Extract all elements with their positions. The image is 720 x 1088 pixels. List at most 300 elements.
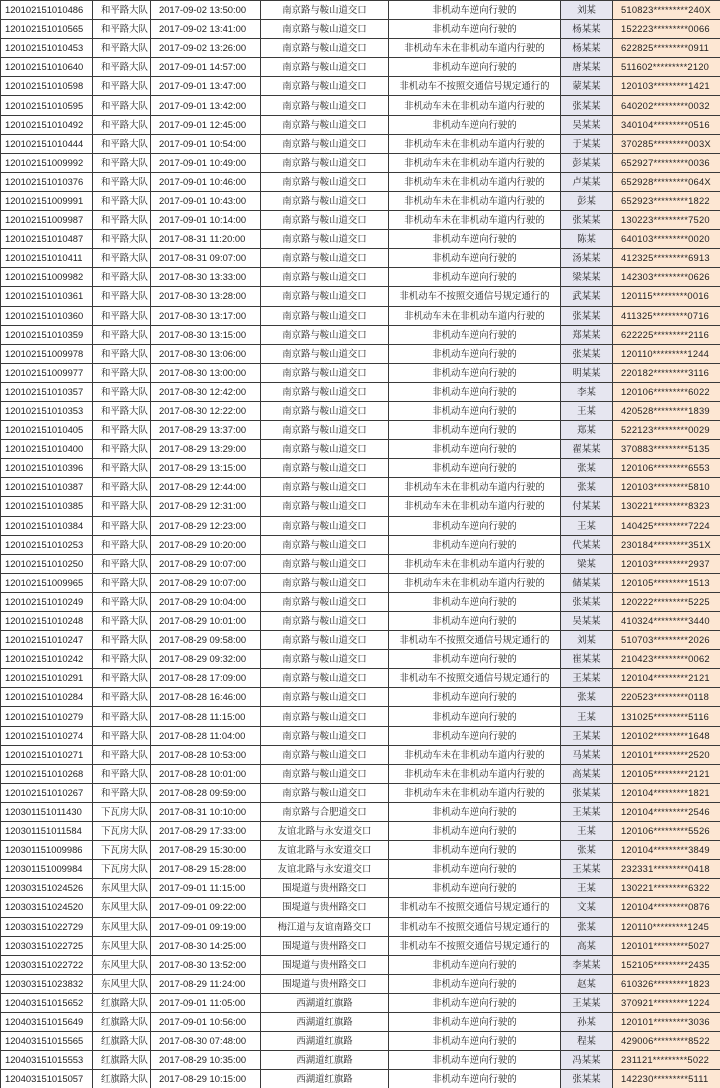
time-cell: 2017-08-30 13:17:00 [151, 306, 261, 325]
team-cell: 和平路大队 [93, 421, 151, 440]
table-row [1, 535, 720, 554]
team-cell: 和平路大队 [93, 688, 151, 707]
id-number-cell: 340104*********0516 [613, 115, 720, 134]
table-row [1, 1, 720, 20]
id-number-cell: 370285*********003X [613, 134, 720, 153]
name-cell: 彭某某 [561, 153, 613, 172]
name-cell: 张某 [561, 459, 613, 478]
team-cell: 和平路大队 [93, 172, 151, 191]
location-cell: 南京路与鞍山道交口 [261, 96, 389, 115]
id-number-cell: 120110*********1245 [613, 917, 720, 936]
violation-cell: 非机动车逆向行驶的 [389, 20, 561, 39]
name-cell: 唐某某 [561, 58, 613, 77]
record-number-cell: 120102151009978 [1, 344, 93, 363]
id-number-cell: 131025*********5116 [613, 707, 720, 726]
team-cell: 和平路大队 [93, 497, 151, 516]
record-number-cell: 120102151010247 [1, 631, 93, 650]
id-number-cell: 120103*********5810 [613, 478, 720, 497]
team-cell: 和平路大队 [93, 191, 151, 210]
id-number-cell: 120103*********1421 [613, 77, 720, 96]
id-number-cell: 640202*********0032 [613, 96, 720, 115]
table-row [1, 841, 720, 860]
name-cell: 孙某 [561, 1012, 613, 1031]
team-cell: 东风里大队 [93, 879, 151, 898]
record-number-cell: 120403151015553 [1, 1051, 93, 1070]
violation-cell: 非机动车逆向行驶的 [389, 382, 561, 401]
table-row [1, 669, 720, 688]
location-cell: 南京路与鞍山道交口 [261, 535, 389, 554]
location-cell: 南京路与鞍山道交口 [261, 459, 389, 478]
table-row [1, 382, 720, 401]
record-number-cell: 120102151010242 [1, 650, 93, 669]
name-cell: 张某某 [561, 344, 613, 363]
record-number-cell: 120102151009992 [1, 153, 93, 172]
location-cell: 围堤道与贵州路交口 [261, 898, 389, 917]
location-cell: 南京路与鞍山道交口 [261, 516, 389, 535]
violation-cell: 非机动车逆向行驶的 [389, 650, 561, 669]
id-number-cell: 120110*********1244 [613, 344, 720, 363]
time-cell: 2017-08-28 17:09:00 [151, 669, 261, 688]
record-number-cell: 120102151010387 [1, 478, 93, 497]
time-cell: 2017-08-28 10:53:00 [151, 745, 261, 764]
location-cell: 南京路与鞍山道交口 [261, 650, 389, 669]
record-number-cell: 120403151015652 [1, 993, 93, 1012]
record-number-cell: 120102151010492 [1, 115, 93, 134]
name-cell: 杨某某 [561, 39, 613, 58]
time-cell: 2017-09-01 11:05:00 [151, 993, 261, 1012]
table-row [1, 1070, 720, 1088]
name-cell: 马某某 [561, 745, 613, 764]
table-row [1, 421, 720, 440]
id-number-cell: 510703*********2026 [613, 631, 720, 650]
violation-cell: 非机动车逆向行驶的 [389, 802, 561, 821]
id-number-cell: 120106*********5526 [613, 822, 720, 841]
violation-cell: 非机动车未在非机动车道内行驶的 [389, 191, 561, 210]
table-row [1, 230, 720, 249]
violation-cell: 非机动车未在非机动车道内行驶的 [389, 211, 561, 230]
id-number-cell: 420528*********1839 [613, 401, 720, 420]
table-row [1, 650, 720, 669]
violation-cell: 非机动车逆向行驶的 [389, 459, 561, 478]
location-cell: 南京路与鞍山道交口 [261, 211, 389, 230]
name-cell: 高某 [561, 936, 613, 955]
table-row [1, 822, 720, 841]
time-cell: 2017-08-31 11:20:00 [151, 230, 261, 249]
location-cell: 南京路与鞍山道交口 [261, 573, 389, 592]
violation-cell: 非机动车逆向行驶的 [389, 325, 561, 344]
time-cell: 2017-09-01 10:49:00 [151, 153, 261, 172]
record-number-cell: 120301151009986 [1, 841, 93, 860]
id-number-cell: 510823*********240X [613, 1, 720, 20]
table-row [1, 745, 720, 764]
table-row [1, 573, 720, 592]
name-cell: 吴某某 [561, 115, 613, 134]
violation-cell: 非机动车未在非机动车道内行驶的 [389, 764, 561, 783]
time-cell: 2017-08-29 10:07:00 [151, 554, 261, 573]
time-cell: 2017-08-29 10:01:00 [151, 612, 261, 631]
id-number-cell: 120105*********2121 [613, 764, 720, 783]
name-cell: 王某某 [561, 860, 613, 879]
record-number-cell: 120102151010396 [1, 459, 93, 478]
table-row [1, 115, 720, 134]
name-cell: 张某 [561, 688, 613, 707]
name-cell: 崔某某 [561, 650, 613, 669]
id-number-cell: 140425*********7224 [613, 516, 720, 535]
name-cell: 李某 [561, 382, 613, 401]
table-row [1, 554, 720, 573]
table-row [1, 764, 720, 783]
team-cell: 和平路大队 [93, 325, 151, 344]
time-cell: 2017-08-29 17:33:00 [151, 822, 261, 841]
violation-cell: 非机动车逆向行驶的 [389, 592, 561, 611]
record-number-cell: 120303151024520 [1, 898, 93, 917]
team-cell: 和平路大队 [93, 134, 151, 153]
team-cell: 和平路大队 [93, 344, 151, 363]
violation-cell: 非机动车未在非机动车道内行驶的 [389, 745, 561, 764]
team-cell: 和平路大队 [93, 612, 151, 631]
location-cell: 南京路与鞍山道交口 [261, 631, 389, 650]
id-number-cell: 120102*********1648 [613, 726, 720, 745]
table-row [1, 459, 720, 478]
team-cell: 和平路大队 [93, 764, 151, 783]
id-number-cell: 120222*********5225 [613, 592, 720, 611]
violation-cell: 非机动车不按照交通信号规定通行的 [389, 898, 561, 917]
time-cell: 2017-08-30 13:00:00 [151, 363, 261, 382]
location-cell: 南京路与鞍山道交口 [261, 172, 389, 191]
violation-cell: 非机动车不按照交通信号规定通行的 [389, 917, 561, 936]
table-row [1, 134, 720, 153]
violation-cell: 非机动车逆向行驶的 [389, 249, 561, 268]
id-number-cell: 210423*********0062 [613, 650, 720, 669]
violation-cell: 非机动车逆向行驶的 [389, 363, 561, 382]
name-cell: 李某某 [561, 955, 613, 974]
time-cell: 2017-09-01 14:57:00 [151, 58, 261, 77]
violation-cell: 非机动车逆向行驶的 [389, 1070, 561, 1088]
location-cell: 南京路与鞍山道交口 [261, 382, 389, 401]
name-cell: 吴某某 [561, 612, 613, 631]
location-cell: 南京路与鞍山道交口 [261, 115, 389, 134]
id-number-cell: 142303*********0626 [613, 268, 720, 287]
record-number-cell: 120102151010267 [1, 783, 93, 802]
id-number-cell: 130223*********7520 [613, 211, 720, 230]
name-cell: 王某某 [561, 802, 613, 821]
location-cell: 围堤道与贵州路交口 [261, 879, 389, 898]
violation-cell: 非机动车未在非机动车道内行驶的 [389, 153, 561, 172]
time-cell: 2017-08-29 12:23:00 [151, 516, 261, 535]
location-cell: 南京路与合肥道交口 [261, 802, 389, 821]
time-cell: 2017-09-02 13:26:00 [151, 39, 261, 58]
name-cell: 张某某 [561, 592, 613, 611]
record-number-cell: 120102151010268 [1, 764, 93, 783]
table-row [1, 344, 720, 363]
table-row [1, 478, 720, 497]
violation-cell: 非机动车逆向行驶的 [389, 841, 561, 860]
violation-cell: 非机动车逆向行驶的 [389, 860, 561, 879]
record-number-cell: 120102151010249 [1, 592, 93, 611]
id-number-cell: 522123*********0029 [613, 421, 720, 440]
table-row [1, 77, 720, 96]
team-cell: 红旗路大队 [93, 993, 151, 1012]
table-row [1, 516, 720, 535]
violation-cell: 非机动车未在非机动车道内行驶的 [389, 306, 561, 325]
name-cell: 卢某某 [561, 172, 613, 191]
id-number-cell: 120115*********0016 [613, 287, 720, 306]
violation-cell: 非机动车逆向行驶的 [389, 822, 561, 841]
team-cell: 和平路大队 [93, 249, 151, 268]
team-cell: 和平路大队 [93, 39, 151, 58]
record-number-cell: 120102151010279 [1, 707, 93, 726]
name-cell: 王某某 [561, 726, 613, 745]
violation-cell: 非机动车未在非机动车道内行驶的 [389, 783, 561, 802]
record-number-cell: 120303151023832 [1, 974, 93, 993]
name-cell: 梁某某 [561, 268, 613, 287]
name-cell: 王某 [561, 707, 613, 726]
location-cell: 西湖道红旗路 [261, 1032, 389, 1051]
id-number-cell: 120104*********1821 [613, 783, 720, 802]
team-cell: 和平路大队 [93, 363, 151, 382]
record-number-cell: 120102151009965 [1, 573, 93, 592]
team-cell: 下瓦房大队 [93, 822, 151, 841]
time-cell: 2017-09-01 09:19:00 [151, 917, 261, 936]
name-cell: 王某某 [561, 669, 613, 688]
time-cell: 2017-09-01 12:45:00 [151, 115, 261, 134]
table-row [1, 879, 720, 898]
team-cell: 和平路大队 [93, 1, 151, 20]
id-number-cell: 120104*********3849 [613, 841, 720, 860]
table-row [1, 707, 720, 726]
time-cell: 2017-08-29 10:20:00 [151, 535, 261, 554]
time-cell: 2017-08-30 13:15:00 [151, 325, 261, 344]
time-cell: 2017-08-29 13:15:00 [151, 459, 261, 478]
id-number-cell: 142230*********5111 [613, 1070, 720, 1088]
name-cell: 武某某 [561, 287, 613, 306]
record-number-cell: 120102151010487 [1, 230, 93, 249]
table-row [1, 955, 720, 974]
table-row [1, 898, 720, 917]
time-cell: 2017-08-30 13:06:00 [151, 344, 261, 363]
name-cell: 储某某 [561, 573, 613, 592]
table-row [1, 612, 720, 631]
violation-cell: 非机动车逆向行驶的 [389, 401, 561, 420]
team-cell: 下瓦房大队 [93, 841, 151, 860]
location-cell: 南京路与鞍山道交口 [261, 134, 389, 153]
name-cell: 程某 [561, 1032, 613, 1051]
team-cell: 红旗路大队 [93, 1032, 151, 1051]
location-cell: 友谊北路与永安道交口 [261, 860, 389, 879]
violation-cell: 非机动车逆向行驶的 [389, 1051, 561, 1070]
violation-cell: 非机动车逆向行驶的 [389, 344, 561, 363]
team-cell: 东风里大队 [93, 955, 151, 974]
record-number-cell: 120303151022722 [1, 955, 93, 974]
time-cell: 2017-08-30 13:28:00 [151, 287, 261, 306]
location-cell: 南京路与鞍山道交口 [261, 554, 389, 573]
record-number-cell: 120102151010486 [1, 1, 93, 20]
id-number-cell: 120101*********2520 [613, 745, 720, 764]
record-number-cell: 120102151010640 [1, 58, 93, 77]
record-number-cell: 120102151010284 [1, 688, 93, 707]
time-cell: 2017-08-29 12:44:00 [151, 478, 261, 497]
time-cell: 2017-08-30 12:42:00 [151, 382, 261, 401]
id-number-cell: 652927*********0036 [613, 153, 720, 172]
record-number-cell: 120102151010271 [1, 745, 93, 764]
table-row [1, 993, 720, 1012]
table-row [1, 58, 720, 77]
time-cell: 2017-08-29 11:24:00 [151, 974, 261, 993]
location-cell: 南京路与鞍山道交口 [261, 707, 389, 726]
time-cell: 2017-08-29 10:35:00 [151, 1051, 261, 1070]
table-body [1, 1, 720, 1088]
time-cell: 2017-08-30 12:22:00 [151, 401, 261, 420]
id-number-cell: 610326*********1823 [613, 974, 720, 993]
team-cell: 下瓦房大队 [93, 860, 151, 879]
name-cell: 王某 [561, 516, 613, 535]
location-cell: 南京路与鞍山道交口 [261, 363, 389, 382]
team-cell: 红旗路大队 [93, 1012, 151, 1031]
location-cell: 南京路与鞍山道交口 [261, 592, 389, 611]
location-cell: 南京路与鞍山道交口 [261, 1, 389, 20]
location-cell: 南京路与鞍山道交口 [261, 421, 389, 440]
id-number-cell: 231121*********5022 [613, 1051, 720, 1070]
location-cell: 西湖道红旗路 [261, 1051, 389, 1070]
violation-cell: 非机动车未在非机动车道内行驶的 [389, 497, 561, 516]
team-cell: 东风里大队 [93, 974, 151, 993]
table-row [1, 96, 720, 115]
location-cell: 南京路与鞍山道交口 [261, 783, 389, 802]
name-cell: 杨某某 [561, 20, 613, 39]
violation-cell: 非机动车不按照交通信号规定通行的 [389, 287, 561, 306]
record-number-cell: 120102151010274 [1, 726, 93, 745]
id-number-cell: 130221*********6322 [613, 879, 720, 898]
name-cell: 蒙某某 [561, 77, 613, 96]
location-cell: 南京路与鞍山道交口 [261, 249, 389, 268]
location-cell: 南京路与鞍山道交口 [261, 39, 389, 58]
table-row [1, 917, 720, 936]
id-number-cell: 411325*********0716 [613, 306, 720, 325]
time-cell: 2017-08-28 10:01:00 [151, 764, 261, 783]
time-cell: 2017-08-29 13:37:00 [151, 421, 261, 440]
time-cell: 2017-09-01 11:15:00 [151, 879, 261, 898]
record-number-cell: 120102151010411 [1, 249, 93, 268]
team-cell: 和平路大队 [93, 382, 151, 401]
id-number-cell: 120106*********6022 [613, 382, 720, 401]
team-cell: 东风里大队 [93, 936, 151, 955]
time-cell: 2017-08-29 12:31:00 [151, 497, 261, 516]
table-row [1, 497, 720, 516]
time-cell: 2017-09-01 10:56:00 [151, 1012, 261, 1031]
table-row [1, 631, 720, 650]
name-cell: 张某某 [561, 211, 613, 230]
name-cell: 冯某某 [561, 1051, 613, 1070]
table-row [1, 287, 720, 306]
violation-cell: 非机动车逆向行驶的 [389, 1012, 561, 1031]
location-cell: 友谊北路与永安道交口 [261, 822, 389, 841]
table-row [1, 325, 720, 344]
table-row [1, 688, 720, 707]
violation-cell: 非机动车逆向行驶的 [389, 879, 561, 898]
id-number-cell: 410324*********3440 [613, 612, 720, 631]
record-number-cell: 120102151010598 [1, 77, 93, 96]
team-cell: 红旗路大队 [93, 1051, 151, 1070]
location-cell: 南京路与鞍山道交口 [261, 77, 389, 96]
id-number-cell: 120104*********0876 [613, 898, 720, 917]
location-cell: 南京路与鞍山道交口 [261, 20, 389, 39]
id-number-cell: 511602*********2120 [613, 58, 720, 77]
time-cell: 2017-08-28 09:59:00 [151, 783, 261, 802]
violation-cell: 非机动车未在非机动车道内行驶的 [389, 96, 561, 115]
record-number-cell: 120102151010385 [1, 497, 93, 516]
record-number-cell: 120102151010291 [1, 669, 93, 688]
time-cell: 2017-08-29 10:04:00 [151, 592, 261, 611]
violation-cell: 非机动车逆向行驶的 [389, 707, 561, 726]
violation-cell: 非机动车逆向行驶的 [389, 612, 561, 631]
team-cell: 和平路大队 [93, 459, 151, 478]
team-cell: 和平路大队 [93, 440, 151, 459]
id-number-cell: 152223*********0066 [613, 20, 720, 39]
table-row [1, 363, 720, 382]
location-cell: 友谊北路与永安道交口 [261, 841, 389, 860]
record-number-cell: 120102151009987 [1, 211, 93, 230]
location-cell: 南京路与鞍山道交口 [261, 726, 389, 745]
time-cell: 2017-08-29 09:32:00 [151, 650, 261, 669]
id-number-cell: 152105*********2435 [613, 955, 720, 974]
name-cell: 张某 [561, 478, 613, 497]
name-cell: 张某 [561, 841, 613, 860]
record-number-cell: 120102151010359 [1, 325, 93, 344]
location-cell: 南京路与鞍山道交口 [261, 230, 389, 249]
record-number-cell: 120102151009991 [1, 191, 93, 210]
record-number-cell: 120303151022725 [1, 936, 93, 955]
team-cell: 和平路大队 [93, 96, 151, 115]
name-cell: 刘某 [561, 631, 613, 650]
time-cell: 2017-08-29 15:30:00 [151, 841, 261, 860]
table-row [1, 1012, 720, 1031]
team-cell: 和平路大队 [93, 707, 151, 726]
name-cell: 张某某 [561, 783, 613, 802]
team-cell: 和平路大队 [93, 726, 151, 745]
location-cell: 南京路与鞍山道交口 [261, 287, 389, 306]
time-cell: 2017-08-29 10:07:00 [151, 573, 261, 592]
time-cell: 2017-08-29 13:29:00 [151, 440, 261, 459]
record-number-cell: 120102151010400 [1, 440, 93, 459]
table-row [1, 249, 720, 268]
time-cell: 2017-08-28 16:46:00 [151, 688, 261, 707]
table-row [1, 39, 720, 58]
violation-cell: 非机动车未在非机动车道内行驶的 [389, 134, 561, 153]
name-cell: 郑某 [561, 421, 613, 440]
name-cell: 王某某 [561, 993, 613, 1012]
table-row [1, 802, 720, 821]
team-cell: 和平路大队 [93, 20, 151, 39]
time-cell: 2017-08-28 11:15:00 [151, 707, 261, 726]
team-cell: 和平路大队 [93, 592, 151, 611]
location-cell: 南京路与鞍山道交口 [261, 153, 389, 172]
table-row [1, 783, 720, 802]
violation-cell: 非机动车逆向行驶的 [389, 688, 561, 707]
location-cell: 南京路与鞍山道交口 [261, 764, 389, 783]
time-cell: 2017-08-29 15:28:00 [151, 860, 261, 879]
record-number-cell: 120403151015057 [1, 1070, 93, 1088]
table-row [1, 172, 720, 191]
name-cell: 翟某某 [561, 440, 613, 459]
violation-cell: 非机动车逆向行驶的 [389, 1032, 561, 1051]
time-cell: 2017-08-31 09:07:00 [151, 249, 261, 268]
team-cell: 和平路大队 [93, 401, 151, 420]
team-cell: 和平路大队 [93, 535, 151, 554]
location-cell: 南京路与鞍山道交口 [261, 191, 389, 210]
name-cell: 刘某 [561, 1, 613, 20]
time-cell: 2017-09-01 10:46:00 [151, 172, 261, 191]
name-cell: 王某 [561, 879, 613, 898]
